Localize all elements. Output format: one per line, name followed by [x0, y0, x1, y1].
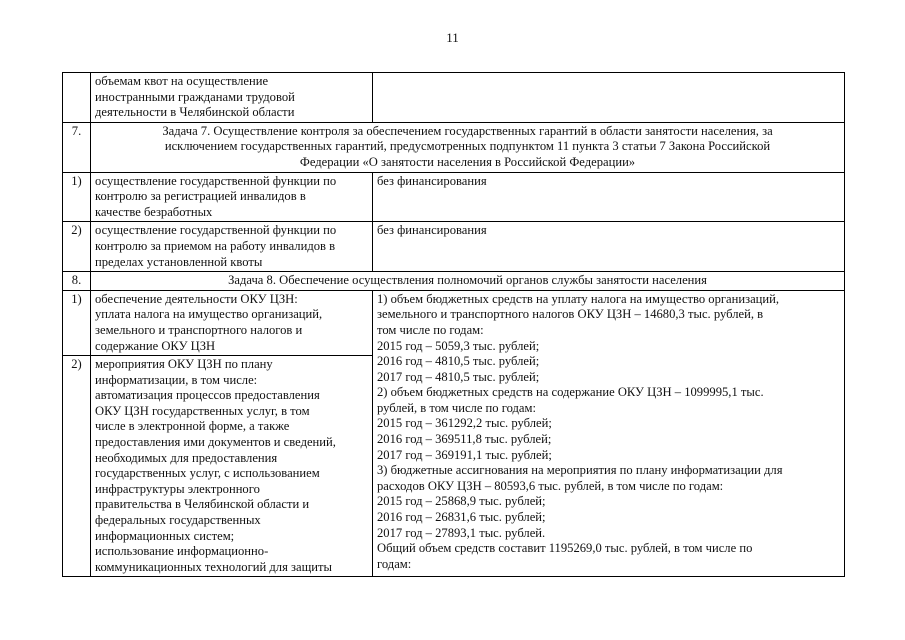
text-line: содержание ОКУ ЦЗН: [95, 338, 216, 353]
row-number: 1): [63, 290, 91, 355]
text-line: необходимых для предоставления: [95, 450, 278, 465]
text-line: федеральных государственных: [95, 513, 261, 528]
row-number: 7.: [63, 122, 91, 172]
text-line: 2017 год – 4810,5 тыс. рублей;: [377, 369, 540, 384]
text-line: 2017 год – 27893,1 тыс. рублей.: [377, 525, 546, 540]
row-number: 2): [63, 356, 91, 577]
text-line: том числе по годам:: [377, 322, 484, 337]
text-line: контролю за регистрацией инвалидов в: [95, 189, 306, 204]
funding-cell: [373, 222, 845, 272]
text-line: инфраструктуры электронного: [95, 481, 260, 496]
text-line: без финансирования: [377, 173, 487, 188]
text-line: рублей, в том числе по годам:: [377, 400, 536, 415]
text-line: без финансирования: [377, 223, 487, 238]
text-line: ОКУ ЦЗН государственных услуг, в том: [95, 403, 310, 418]
text-line: качестве безработных: [95, 204, 213, 219]
text-line: 2016 год – 26831,6 тыс. рублей;: [377, 510, 546, 525]
text-line: 3) бюджетные ассигнования на мероприятия по плану информатизации для: [377, 463, 783, 478]
text-line: 2016 год – 4810,5 тыс. рублей;: [377, 354, 540, 369]
text-line: 2) объем бюджетных средств на содержание ОКУ ЦЗН – 1099995,1 тыс.: [377, 385, 764, 400]
table-row: [63, 222, 845, 272]
text-line: осуществление государственной функции по: [95, 223, 337, 238]
text-line: правительства в Челябинской области и: [95, 497, 310, 512]
document-table: [62, 72, 845, 577]
text-line: 2016 год – 369511,8 тыс. рублей;: [377, 432, 552, 447]
text-line: числе в электронной форме, а также: [95, 419, 290, 434]
text-line: контролю за приемом на работу инвалидов в: [95, 238, 336, 253]
text-line: пределах установленной квоты: [95, 254, 263, 269]
text-line: Общий объем средств составит 1195269,0 тыс. рублей, в том числе по: [377, 541, 753, 556]
text-line: земельного и транспортного налогов ОКУ ЦЗН – 14680,3 тыс. рублей, в: [377, 307, 764, 322]
text-line: обеспечение деятельности ОКУ ЦЗН:: [95, 291, 298, 306]
text-line: годам:: [377, 556, 412, 571]
text-line: предоставления ими документов и сведений,: [95, 435, 336, 450]
text-line: 2015 год – 25868,9 тыс. рублей;: [377, 494, 546, 509]
text-line: использование информационно-: [95, 544, 269, 559]
table-row: [63, 290, 845, 355]
text-line: Задача 7. Осуществление контроля за обеспечением государственных гарантий в области занятости населения, за: [162, 123, 773, 138]
row-number: 1): [63, 172, 91, 222]
description-cell: [91, 222, 373, 272]
text-line: государственных услуг, с использованием: [95, 466, 320, 481]
text-line: земельного и транспортного налогов и: [95, 322, 303, 337]
text-line: мероприятия ОКУ ЦЗН по плану: [95, 357, 273, 372]
text-line: 2017 год – 369191,1 тыс. рублей;: [377, 447, 552, 462]
text-line: Федерации «О занятости населения в Российской Федерации»: [299, 154, 636, 169]
table-row: [63, 73, 845, 123]
task-row: [63, 272, 845, 291]
text-line: 2015 год – 5059,3 тыс. рублей;: [377, 338, 540, 353]
funding-cell: [373, 290, 845, 577]
funding-cell: [373, 73, 845, 123]
text-line: коммуникационных технологий для защиты: [95, 559, 332, 574]
table-row: [63, 172, 845, 222]
text-line: расходов ОКУ ЦЗН – 80593,6 тыс. рублей, в том числе по годам:: [377, 478, 724, 493]
text-line: деятельности в Челябинской области: [95, 105, 295, 120]
text-line: исключением государственных гарантий, предусмотренных подпунктом 11 пункта 3 статьи 7 Закона Российской: [164, 139, 771, 154]
text-line: 1) объем бюджетных средств на уплату налога на имущество организаций,: [377, 291, 780, 306]
text-line: 2015 год – 361292,2 тыс. рублей;: [377, 416, 552, 431]
description-cell: [91, 356, 373, 577]
task-heading: [91, 122, 845, 172]
text-line: уплата налога на имущество организаций,: [95, 307, 323, 322]
row-number: 2): [63, 222, 91, 272]
text-line: объемам квот на осуществление: [95, 74, 269, 88]
text-line: Задача 8. Обеспечение осуществления полномочий органов службы занятости населения: [228, 273, 707, 288]
text-line: иностранными гражданами трудовой: [95, 89, 295, 104]
description-cell: [91, 290, 373, 355]
description-cell: [91, 172, 373, 222]
task-row: [63, 122, 845, 172]
row-number: [63, 73, 91, 123]
text-line: осуществление государственной функции по: [95, 173, 337, 188]
text-line: автоматизация процессов предоставления: [95, 388, 320, 403]
task-heading: [91, 272, 845, 291]
description-cell: [91, 73, 373, 123]
row-number: 8.: [63, 272, 91, 291]
text-line: информационных систем;: [95, 528, 235, 543]
text-line: информатизации, в том числе:: [95, 372, 258, 387]
page-number: 11: [446, 30, 459, 45]
funding-cell: [373, 172, 845, 222]
